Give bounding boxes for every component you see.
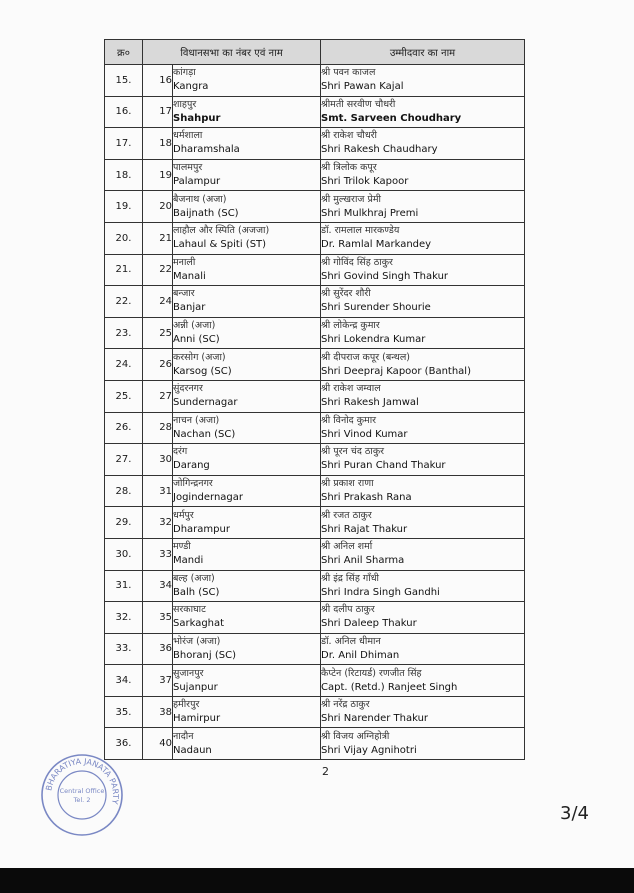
candidate-hindi: श्री नरेंद्र ठाकुर — [321, 699, 370, 711]
constituency-name-cell — [173, 728, 321, 760]
candidate-english: Shri Indra Singh Gandhi — [321, 586, 440, 598]
constituency-name-cell — [173, 665, 321, 697]
serial-number-cell: 18. — [105, 159, 143, 191]
table-header-row — [105, 40, 525, 65]
constituency-hindi: बैजनाथ (अजा) — [173, 193, 227, 205]
candidate-name-cell — [321, 665, 525, 697]
constituency-hindi: नाचन (अजा) — [173, 414, 220, 426]
constituency-name-cell — [173, 570, 321, 602]
constituency-name-cell — [173, 222, 321, 254]
constituency-hindi: अन्नी (अजा) — [173, 320, 216, 332]
candidate-name-cell — [321, 380, 525, 412]
svg-text:Tel. 2: Tel. 2 — [73, 796, 91, 804]
constituency-number-cell: 31 — [143, 475, 173, 507]
candidate-name-cell — [321, 538, 525, 570]
table-row — [105, 728, 525, 760]
table-row — [105, 633, 525, 665]
constituency-english: Karsog (SC) — [173, 365, 232, 377]
constituency-hindi: लाहौल और स्पिति (अजजा) — [173, 225, 270, 237]
constituency-name-cell — [173, 380, 321, 412]
table-row — [105, 191, 525, 223]
constituency-number-cell: 35 — [143, 602, 173, 634]
constituency-hindi: दरंग — [173, 446, 188, 458]
candidate-english: Dr. Anil Dhiman — [321, 649, 400, 661]
candidate-hindi: श्री प्रकाश राणा — [321, 478, 374, 490]
constituency-name-cell — [173, 349, 321, 381]
candidate-english: Shri Pawan Kajal — [321, 81, 404, 93]
constituency-name-cell — [173, 96, 321, 128]
table-row — [105, 128, 525, 160]
constituency-hindi: मनाली — [173, 256, 196, 268]
constituency-name-cell — [173, 159, 321, 191]
serial-number-cell: 29. — [105, 507, 143, 539]
bottom-bar — [0, 868, 634, 893]
constituency-name-cell — [173, 412, 321, 444]
table-row — [105, 159, 525, 191]
table-row — [105, 254, 525, 286]
serial-number-cell: 31. — [105, 570, 143, 602]
party-stamp — [40, 753, 124, 837]
table-row — [105, 696, 525, 728]
table-row — [105, 444, 525, 476]
candidate-english: Shri Rakesh Chaudhary — [321, 144, 438, 156]
constituency-hindi: धर्मपुर — [173, 509, 194, 521]
candidate-name-cell — [321, 570, 525, 602]
constituency-english: Sundernagar — [173, 397, 238, 409]
constituency-english: Dharampur — [173, 523, 230, 535]
candidate-name-cell — [321, 602, 525, 634]
serial-number-cell: 28. — [105, 475, 143, 507]
constituency-number-cell: 30 — [143, 444, 173, 476]
constituency-name-cell — [173, 254, 321, 286]
candidate-english: Shri Surender Shourie — [321, 302, 431, 314]
constituency-english: Dharamshala — [173, 144, 240, 156]
table-row — [105, 602, 525, 634]
serial-number-cell: 16. — [105, 96, 143, 128]
constituency-english: Nadaun — [173, 744, 212, 756]
candidate-english: Shri Anil Sharma — [321, 555, 405, 567]
constituency-english: Baijnath (SC) — [173, 207, 239, 219]
table-row — [105, 286, 525, 318]
constituency-english: Balh (SC) — [173, 586, 220, 598]
constituency-english: Hamirpur — [173, 713, 221, 725]
candidate-english: Shri Vijay Agnihotri — [321, 744, 417, 756]
serial-number-cell: 21. — [105, 254, 143, 286]
constituency-hindi: भोरंज (अजा) — [173, 635, 221, 647]
header-candidate: उम्मीदवार का नाम — [321, 40, 525, 65]
table-row — [105, 475, 525, 507]
constituency-number-cell: 26 — [143, 349, 173, 381]
page-number: 2 — [322, 765, 329, 778]
candidate-english: Shri Daleep Thakur — [321, 618, 417, 630]
constituency-english: Sujanpur — [173, 681, 218, 693]
serial-number-cell: 30. — [105, 538, 143, 570]
constituency-number-cell: 16 — [143, 65, 173, 97]
table-row — [105, 349, 525, 381]
candidate-hindi: श्री पवन काजल — [321, 67, 376, 79]
candidate-name-cell — [321, 254, 525, 286]
candidate-english: Dr. Ramlal Markandey — [321, 239, 432, 251]
constituency-english: Bhoranj (SC) — [173, 649, 236, 661]
constituency-number-cell: 36 — [143, 633, 173, 665]
svg-text:BHARATIYA JANATA PARTY: BHARATIYA JANATA PARTY — [44, 756, 121, 805]
table-row — [105, 538, 525, 570]
candidate-english: Smt. Sarveen Choudhary — [321, 112, 462, 124]
serial-number-cell: 20. — [105, 222, 143, 254]
candidate-hindi: श्री गोविंद सिंह ठाकुर — [321, 256, 393, 268]
table-row — [105, 570, 525, 602]
table-row — [105, 412, 525, 444]
candidate-hindi: श्री सुरेंदर शौरी — [321, 288, 371, 300]
candidate-hindi: श्री राकेश चौधरी — [321, 130, 378, 142]
table-row — [105, 380, 525, 412]
constituency-number-cell: 37 — [143, 665, 173, 697]
constituency-name-cell — [173, 475, 321, 507]
candidate-hindi: डॉ. रामलाल मारकण्डेय — [321, 225, 400, 237]
candidate-name-cell — [321, 475, 525, 507]
candidate-hindi: श्री लोकेन्द्र कुमार — [321, 320, 380, 332]
constituency-english: Shahpur — [173, 112, 221, 124]
constituency-english: Sarkaghat — [173, 618, 225, 630]
constituency-number-cell: 27 — [143, 380, 173, 412]
constituency-english: Anni (SC) — [173, 334, 220, 346]
constituency-number-cell: 32 — [143, 507, 173, 539]
constituency-english: Darang — [173, 460, 210, 472]
constituency-hindi: बल्ह (अजा) — [173, 572, 215, 584]
constituency-number-cell: 20 — [143, 191, 173, 223]
constituency-number-cell: 33 — [143, 538, 173, 570]
candidate-hindi: श्री पूरन चंद ठाकुर — [321, 446, 385, 458]
serial-number-cell: 34. — [105, 665, 143, 697]
candidate-name-cell — [321, 696, 525, 728]
table-row — [105, 665, 525, 697]
constituency-number-cell: 28 — [143, 412, 173, 444]
candidate-hindi: कैप्टेन (रिटायर्ड) रणजीत सिंह — [321, 667, 422, 679]
table-row — [105, 317, 525, 349]
constituency-english: Jogindernagar — [173, 492, 244, 504]
candidate-table — [104, 39, 525, 760]
table-row — [105, 507, 525, 539]
constituency-name-cell — [173, 317, 321, 349]
constituency-number-cell: 22 — [143, 254, 173, 286]
candidate-english: Shri Govind Singh Thakur — [321, 270, 449, 282]
constituency-english: Mandi — [173, 555, 204, 567]
constituency-number-cell: 17 — [143, 96, 173, 128]
serial-number-cell: 24. — [105, 349, 143, 381]
constituency-english: Banjar — [173, 302, 206, 314]
candidate-hindi: श्री दीपराज कपूर (बन्थल) — [321, 351, 411, 363]
candidate-hindi: श्री राकेश जम्वाल — [321, 383, 381, 395]
candidate-hindi: श्री विजय अग्निहोत्री — [321, 730, 390, 742]
candidate-name-cell — [321, 412, 525, 444]
constituency-name-cell — [173, 538, 321, 570]
constituency-english: Lahaul & Spiti (ST) — [173, 239, 267, 251]
candidate-english: Shri Mulkhraj Premi — [321, 207, 419, 219]
candidate-name-cell — [321, 65, 525, 97]
table-row — [105, 222, 525, 254]
constituency-hindi: सुजानपुर — [173, 667, 204, 679]
constituency-number-cell: 24 — [143, 286, 173, 318]
constituency-name-cell — [173, 602, 321, 634]
constituency-name-cell — [173, 286, 321, 318]
constituency-hindi: नादौन — [173, 730, 194, 742]
constituency-hindi: मण्डी — [173, 541, 191, 553]
serial-number-cell: 26. — [105, 412, 143, 444]
serial-number-cell: 15. — [105, 65, 143, 97]
header-serial: क्र० — [105, 40, 143, 65]
constituency-english: Manali — [173, 270, 206, 282]
constituency-hindi: जोगिन्द्रनगर — [173, 478, 213, 490]
constituency-english: Kangra — [173, 81, 209, 93]
header-constituency: विधानसभा का नंबर एवं नाम — [143, 40, 321, 65]
candidate-hindi: श्री अनिल शर्मा — [321, 541, 373, 553]
serial-number-cell: 22. — [105, 286, 143, 318]
candidate-english: Shri Deepraj Kapoor (Banthal) — [321, 365, 471, 377]
constituency-hindi: बन्जार — [173, 288, 195, 300]
serial-number-cell: 19. — [105, 191, 143, 223]
serial-number-cell: 32. — [105, 602, 143, 634]
svg-text:Central Office: Central Office — [59, 787, 105, 795]
candidate-hindi: श्री दलीप ठाकुर — [321, 604, 375, 616]
candidate-name-cell — [321, 159, 525, 191]
serial-number-cell: 33. — [105, 633, 143, 665]
candidate-name-cell — [321, 286, 525, 318]
table-row — [105, 96, 525, 128]
constituency-name-cell — [173, 696, 321, 728]
constituency-english: Nachan (SC) — [173, 428, 236, 440]
constituency-english: Palampur — [173, 176, 221, 188]
candidate-name-cell — [321, 507, 525, 539]
constituency-number-cell: 25 — [143, 317, 173, 349]
serial-number-cell: 35. — [105, 696, 143, 728]
constituency-name-cell — [173, 65, 321, 97]
constituency-number-cell: 21 — [143, 222, 173, 254]
candidate-name-cell — [321, 191, 525, 223]
constituency-hindi: पालमपुर — [173, 162, 203, 174]
candidate-hindi: श्री त्रिलोक कपूर — [321, 162, 377, 174]
candidate-hindi: श्री विनोद कुमार — [321, 414, 377, 426]
candidate-hindi: डॉ. अनिल धीमान — [321, 635, 381, 647]
constituency-hindi: करसोग (अजा) — [173, 351, 226, 363]
constituency-hindi: कांगड़ा — [173, 67, 196, 79]
candidate-name-cell — [321, 444, 525, 476]
constituency-number-cell: 18 — [143, 128, 173, 160]
candidate-english: Shri Prakash Rana — [321, 492, 412, 504]
candidate-name-cell — [321, 128, 525, 160]
constituency-hindi: धर्मशाला — [173, 130, 203, 142]
constituency-hindi: शाहपुर — [173, 98, 197, 110]
serial-number-cell: 25. — [105, 380, 143, 412]
serial-number-cell: 23. — [105, 317, 143, 349]
candidate-name-cell — [321, 222, 525, 254]
candidate-english: Shri Narender Thakur — [321, 713, 429, 725]
candidate-english: Shri Rajat Thakur — [321, 523, 408, 535]
constituency-name-cell — [173, 633, 321, 665]
candidate-name-cell — [321, 96, 525, 128]
candidate-hindi: श्री रजत ठाकुर — [321, 509, 372, 521]
candidate-name-cell — [321, 317, 525, 349]
serial-number-cell: 27. — [105, 444, 143, 476]
constituency-name-cell — [173, 444, 321, 476]
constituency-number-cell: 19 — [143, 159, 173, 191]
candidate-english: Capt. (Retd.) Ranjeet Singh — [321, 681, 458, 693]
candidate-hindi: श्री मुल्खराज प्रेमी — [321, 193, 382, 205]
candidate-english: Shri Trilok Kapoor — [321, 176, 409, 188]
candidate-english: Shri Vinod Kumar — [321, 428, 408, 440]
constituency-number-cell: 40 — [143, 728, 173, 760]
constituency-hindi: हमीरपुर — [173, 699, 200, 711]
constituency-name-cell — [173, 128, 321, 160]
table-row — [105, 65, 525, 97]
candidate-name-cell — [321, 728, 525, 760]
constituency-number-cell: 38 — [143, 696, 173, 728]
candidate-hindi: श्रीमती सरवीण चौधरी — [321, 98, 396, 110]
candidate-english: Shri Rakesh Jamwal — [321, 397, 419, 409]
candidate-english: Shri Lokendra Kumar — [321, 334, 426, 346]
serial-number-cell: 17. — [105, 128, 143, 160]
constituency-number-cell: 34 — [143, 570, 173, 602]
constituency-hindi: सरकाघाट — [173, 604, 206, 616]
serial-number-cell: 36. — [105, 728, 143, 760]
constituency-hindi: सुंदरनगर — [173, 383, 203, 395]
candidate-hindi: श्री इंद्र सिंह गाँधी — [321, 572, 379, 584]
constituency-name-cell — [173, 507, 321, 539]
candidate-english: Shri Puran Chand Thakur — [321, 460, 446, 472]
page-counter: 3/4 — [560, 803, 589, 824]
constituency-name-cell — [173, 191, 321, 223]
candidate-name-cell — [321, 349, 525, 381]
candidate-name-cell — [321, 633, 525, 665]
